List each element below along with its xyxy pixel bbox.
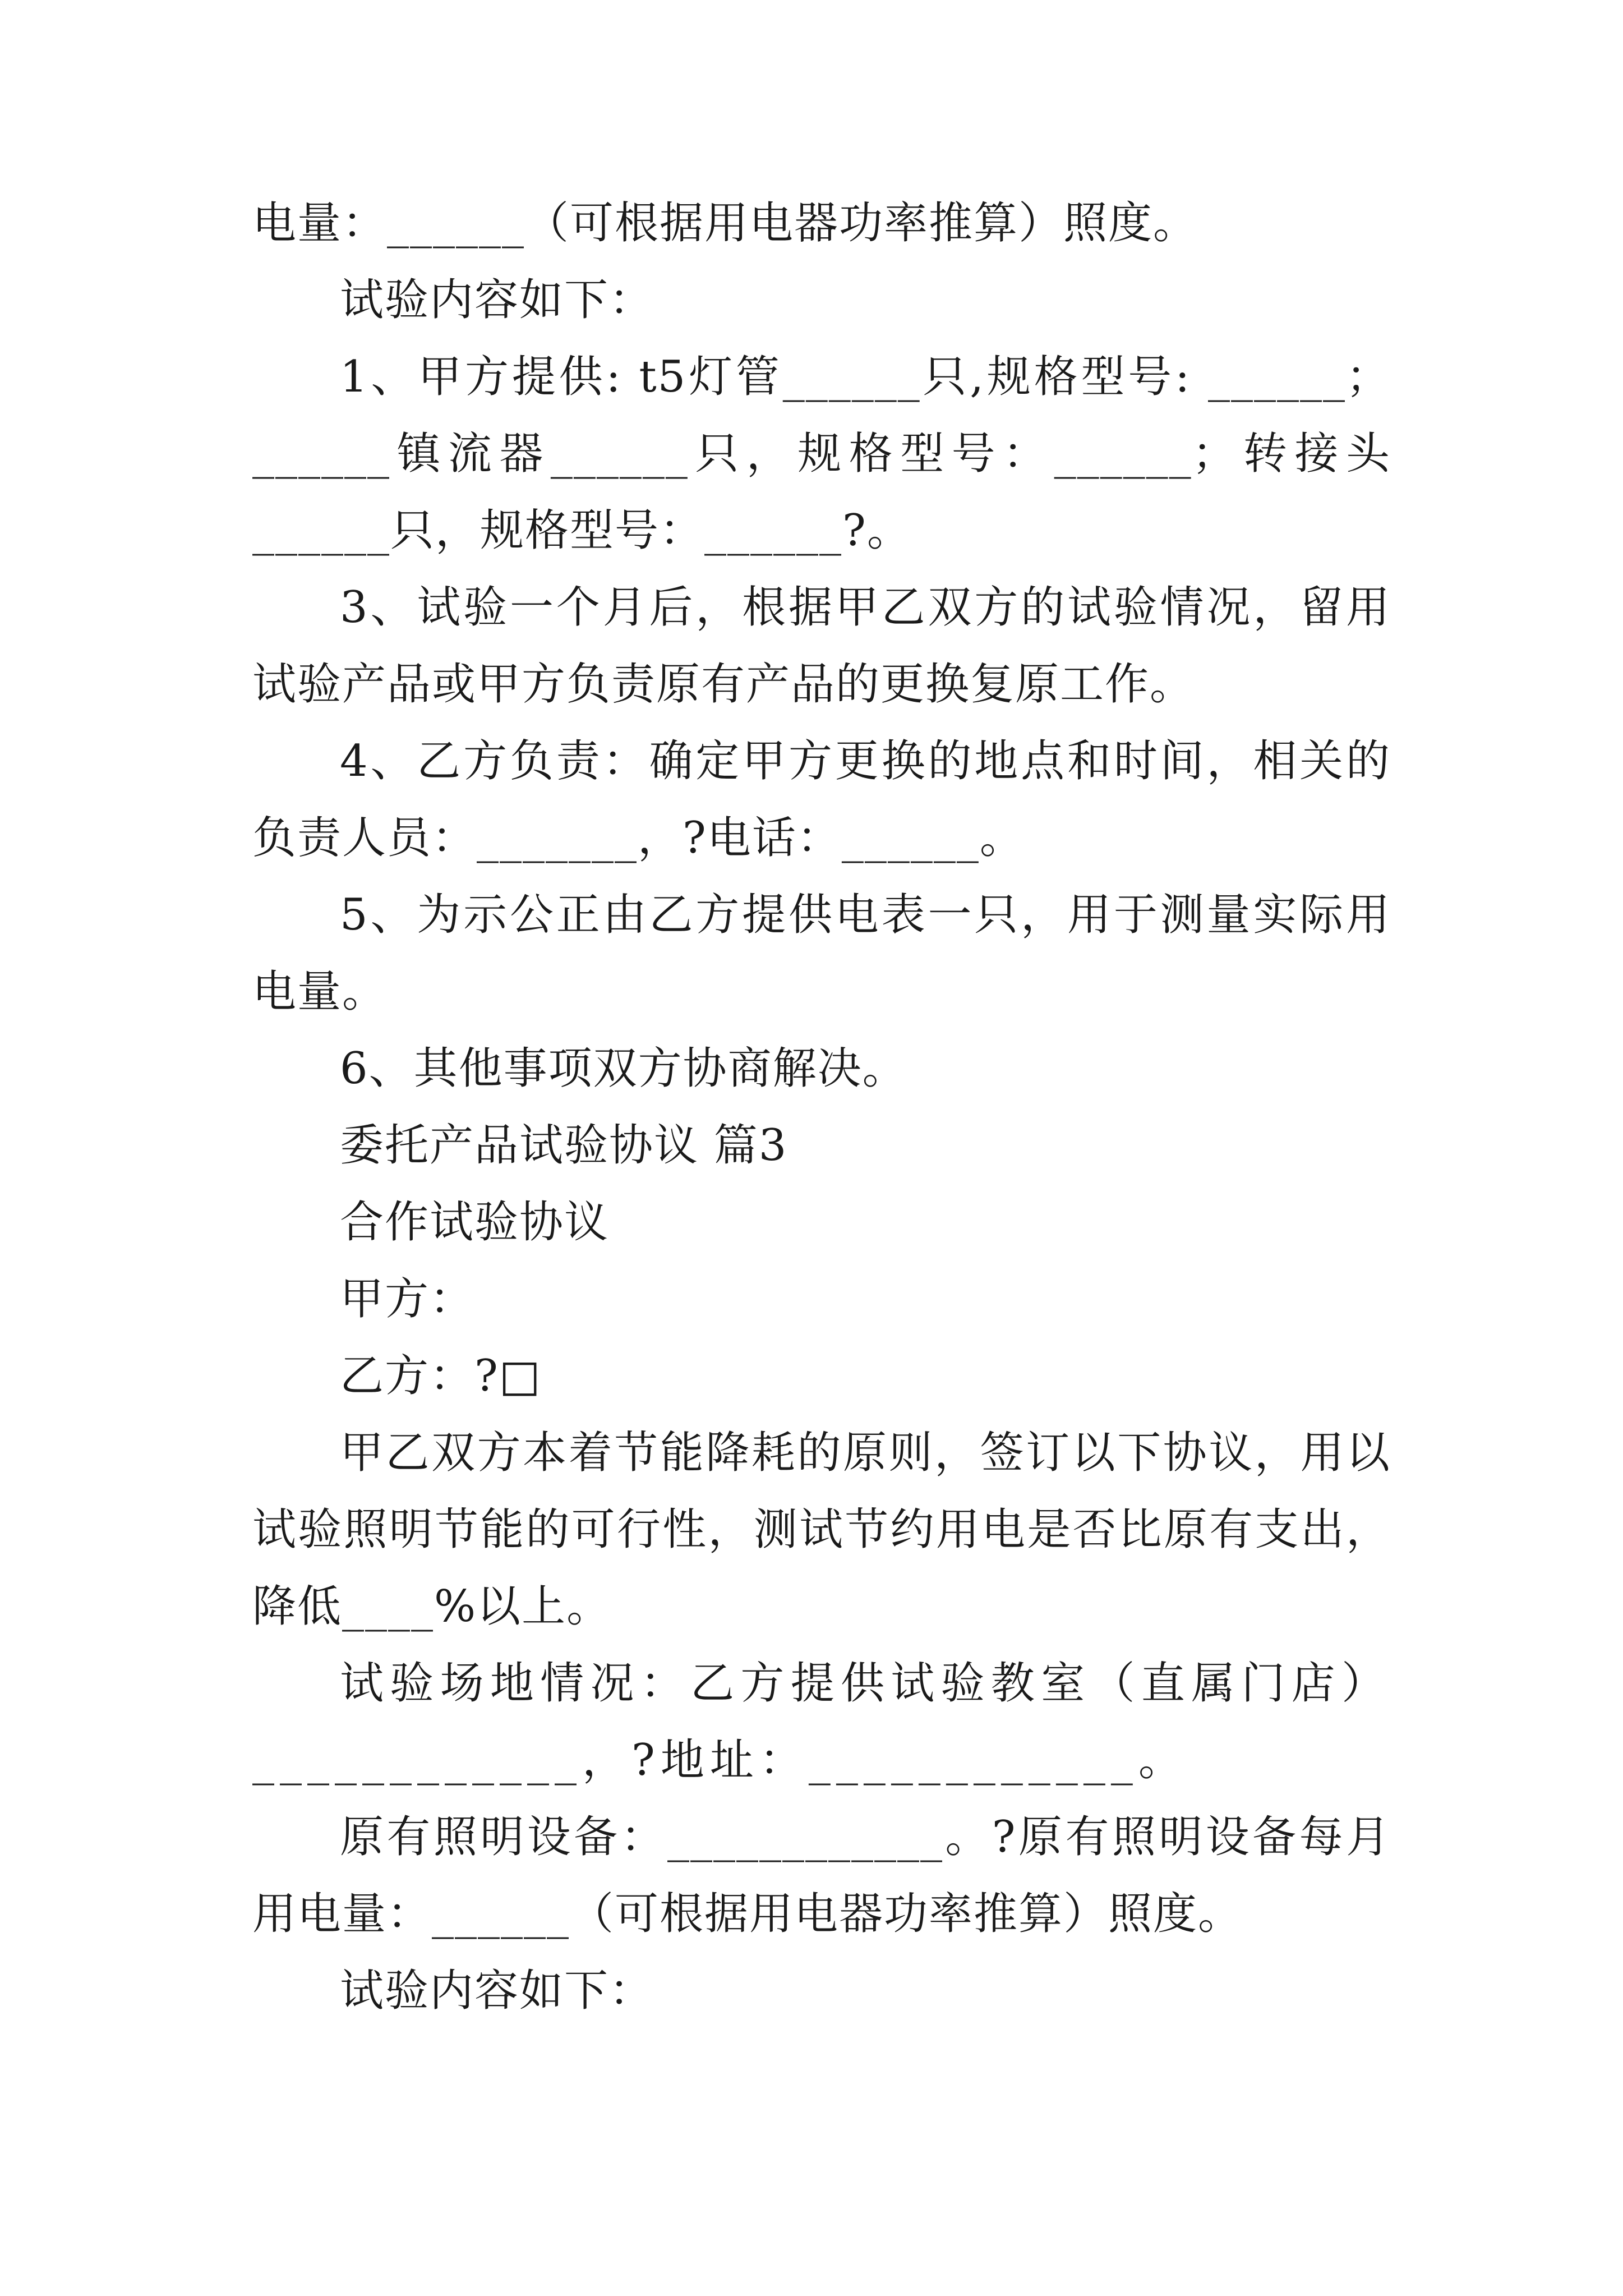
paragraph-test-content-heading-2: 试验内容如下： xyxy=(340,1966,654,2016)
paragraph-item-1: 1、甲方提供: t5灯管______只,规格型号: ______；______镇流器______只，规格型号：______；转接头______只，规格型号：______?。 xyxy=(252,352,1391,556)
party-b-line: 乙方：?□ xyxy=(340,1351,542,1401)
paragraph-original-equipment: 原有照明设备：____________。?原有照明设备每月用电量：______（可根据用电器功率推算）照度。 xyxy=(252,1812,1391,1939)
paragraph-test-content-heading: 试验内容如下： xyxy=(340,275,654,325)
paragraph-electricity-continued: 电量：______（可根据用电器功率推算）照度。 xyxy=(252,198,1198,249)
paragraph-principle: 甲乙双方本着节能降耗的原则，签订以下协议，用以试验照明节能的可行性，测试节约用电是否比原有支出，降低____%以上。 xyxy=(252,1428,1391,1632)
paragraph-item-4: 4、乙方负责：确定甲方更换的地点和时间，相关的负责人员：_______，?电话：______。 xyxy=(252,736,1391,863)
paragraph-test-site: 试验场地情况：乙方提供试验教室（直属门店）____________，?地址：____________。 xyxy=(252,1658,1391,1786)
paragraph-item-5: 5、为示公正由乙方提供电表一只，用于测量实际用电量。 xyxy=(252,890,1391,1017)
paragraph-item-3: 3、试验一个月后，根据甲乙双方的试验情况，留用试验产品或甲方负责原有产品的更换复原工作。 xyxy=(252,582,1391,710)
section-title: 委托产品试验协议 篇3 xyxy=(340,1120,788,1171)
agreement-title: 合作试验协议 xyxy=(340,1197,610,1248)
document-body xyxy=(252,185,1391,2030)
party-a-line: 甲方： xyxy=(340,1274,475,1324)
paragraph-item-6: 6、其他事项双方协商解决。 xyxy=(340,1043,907,1094)
